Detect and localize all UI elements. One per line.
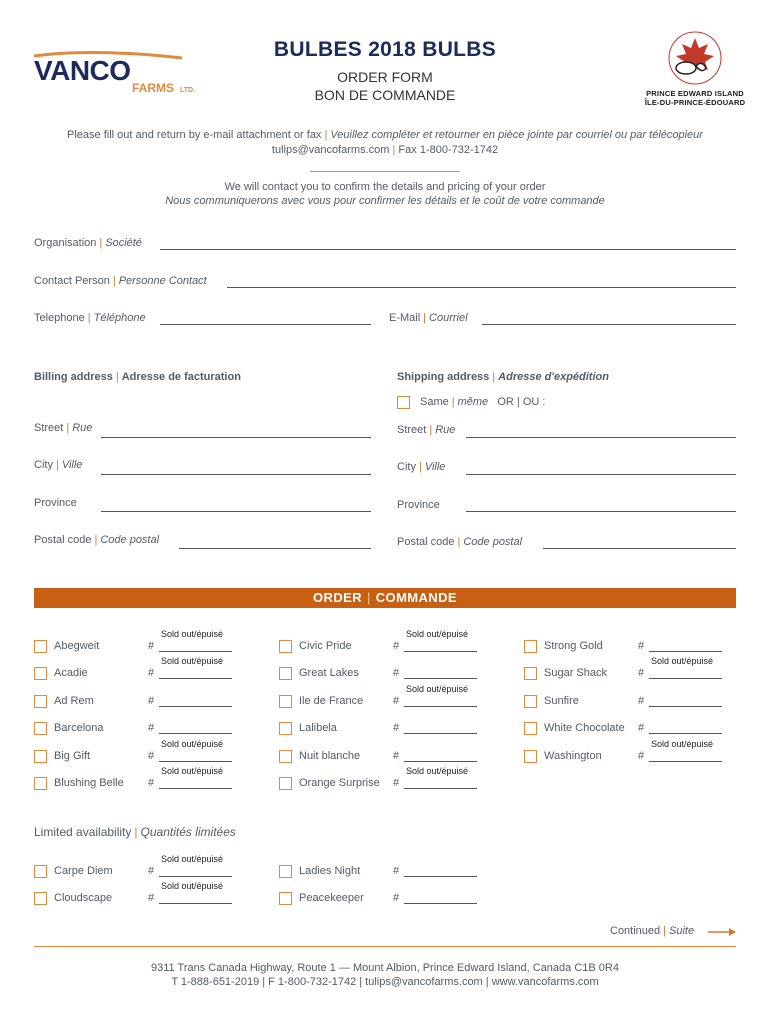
quantity-hash: # (148, 667, 155, 680)
email-link[interactable]: tulips@vancofarms.com (271, 144, 390, 156)
bulb-name: Sugar Shack (544, 667, 607, 680)
quantity-hash: # (148, 892, 155, 904)
bulb-name: Blushing Belle (54, 777, 124, 789)
quantity-hash: # (638, 667, 645, 680)
bulb-checkbox[interactable] (524, 750, 537, 763)
quantity-hash: # (148, 749, 155, 762)
bulb-checkbox[interactable] (279, 892, 292, 905)
quantity-field[interactable] (159, 706, 232, 707)
quantity-field[interactable] (159, 876, 232, 877)
bulb-checkbox[interactable] (524, 695, 537, 708)
divider (310, 171, 460, 172)
sold-out-label: Sold out/épuisé (651, 738, 714, 749)
bulb-name: Big Gift (54, 749, 91, 762)
bulb-checkbox[interactable] (279, 865, 292, 878)
bulb-name: Acadie (54, 667, 88, 680)
quantity-field[interactable] (159, 651, 232, 652)
bulb-checkbox[interactable] (279, 695, 292, 708)
telephone-label: Telephone | Téléphone (34, 312, 146, 324)
quantity-hash: # (393, 892, 400, 904)
quantity-hash: # (393, 694, 400, 707)
contact-person-label: Contact Person | Personne Contact (34, 275, 207, 287)
svg-text:LTD.: LTD. (180, 87, 196, 94)
confirm-note-en: We will contact you to confirm the details and pricing of your order (224, 181, 546, 193)
confirm-note-fr: Nous communiquerons avec vous pour confirmer les détails et le coût de votre commande (165, 195, 605, 207)
bulb-checkbox[interactable] (34, 777, 47, 790)
quantity-field[interactable] (404, 733, 477, 734)
quantity-hash: # (638, 749, 645, 762)
bulb-name: Ad Rem (54, 694, 94, 707)
grown-in-canada-seal (650, 28, 740, 88)
bulb-name: Cloudscape (54, 892, 113, 904)
bulb-checkbox[interactable] (279, 640, 292, 653)
quantity-field[interactable] (649, 733, 722, 734)
quantity-hash: # (148, 640, 155, 652)
bulb-name: Civic Pride (299, 640, 352, 652)
bulb-name: White Chocolate (544, 722, 625, 735)
billing-postal-field[interactable] (179, 548, 371, 549)
footer-address: 9311 Trans Canada Highway, Route 1 — Mount Albion, Prince Edward Island, Canada C1B 0R4 (151, 962, 619, 974)
sold-out-label: Sold out/épuisé (406, 683, 469, 694)
billing-street-label: Street | Rue (34, 422, 93, 434)
quantity-hash: # (638, 722, 645, 735)
order-banner: ORDER | COMMANDE (34, 588, 736, 608)
bulb-name: Great Lakes (299, 667, 359, 680)
subtitle-en: ORDER FORM (337, 69, 433, 85)
bulb-checkbox[interactable] (34, 722, 47, 735)
quantity-hash: # (393, 749, 400, 762)
quantity-field[interactable] (404, 678, 477, 679)
shipping-province-field[interactable] (466, 511, 736, 512)
quantity-hash: # (148, 777, 155, 789)
quantity-field[interactable] (159, 733, 232, 734)
bulb-checkbox[interactable] (34, 892, 47, 905)
sold-out-label: Sold out/épuisé (161, 738, 224, 749)
bulb-checkbox[interactable] (34, 695, 47, 708)
shipping-street-field[interactable] (466, 437, 736, 438)
billing-address-title: Billing address | Adresse de facturation (34, 371, 241, 383)
bulb-name: Ladies Night (299, 865, 361, 877)
bulb-name: Barcelona (54, 722, 104, 735)
email-label: E-Mail | Courriel (389, 312, 468, 324)
seal-caption-fr: ÎLE-DU-PRINCE-ÉDOUARD (644, 98, 746, 107)
quantity-field[interactable] (404, 761, 477, 762)
bulb-name: Sunfire (544, 694, 579, 707)
quantity-field[interactable] (649, 678, 722, 679)
bulb-checkbox[interactable] (34, 667, 47, 680)
bulb-checkbox[interactable] (524, 667, 537, 680)
quantity-field[interactable] (404, 651, 477, 652)
bulb-checkbox[interactable] (34, 640, 47, 653)
same-address-checkbox[interactable] (397, 396, 410, 409)
organisation-field[interactable] (160, 249, 736, 250)
bulb-name: Carpe Diem (54, 865, 113, 877)
quantity-field[interactable] (649, 706, 722, 707)
bulb-checkbox[interactable] (34, 750, 47, 763)
quantity-hash: # (148, 694, 155, 707)
organisation-label: Organisation | Société (34, 237, 142, 249)
quantity-field[interactable] (404, 876, 477, 877)
continued-label: Continued | Suite (610, 925, 695, 937)
bulb-checkbox[interactable] (279, 750, 292, 763)
footer-divider (34, 946, 736, 947)
quantity-field[interactable] (649, 761, 722, 762)
bulb-name: Abegweit (54, 640, 100, 652)
quantity-field[interactable] (159, 903, 232, 904)
sold-out-label: Sold out/épuisé (161, 656, 224, 667)
quantity-hash: # (393, 865, 400, 877)
billing-postal-label: Postal code | Code postal (34, 534, 160, 546)
sold-out-label: Sold out/épuisé (161, 881, 224, 891)
contact-line: tulips@vancofarms.com | Fax 1-800-732-1742 (271, 144, 499, 156)
quantity-hash: # (148, 865, 155, 877)
bulb-name: Strong Gold (544, 640, 603, 652)
same-address-label: Same | même OR | OU : (420, 396, 546, 408)
footer-contact: T 1-888-651-2019 | F 1-800-732-1742 | tulips@vancofarms.com | www.vancofarms.com (171, 976, 599, 988)
email-field[interactable] (482, 324, 736, 325)
bulb-name: Lalibela (299, 722, 337, 735)
limited-availability-title: Limited availability | Quantités limitées (34, 825, 236, 839)
quantity-hash: # (393, 640, 400, 652)
bulb-name: Nuit blanche (299, 749, 361, 762)
shipping-city-field[interactable] (466, 474, 736, 475)
quantity-field[interactable] (404, 903, 477, 904)
shipping-address-title: Shipping address | Adresse d'expédition (397, 371, 609, 383)
bulb-checkbox[interactable] (34, 865, 47, 878)
bulb-checkbox[interactable] (279, 722, 292, 735)
quantity-field[interactable] (159, 788, 232, 789)
billing-street-field[interactable] (101, 437, 371, 438)
quantity-hash: # (393, 722, 400, 735)
quantity-field[interactable] (404, 788, 477, 789)
svg-text:VANCO: VANCO (34, 55, 131, 86)
bulb-checkbox[interactable] (279, 667, 292, 680)
subtitle-fr: BON DE COMMANDE (314, 87, 456, 103)
quantity-hash: # (638, 640, 645, 652)
quantity-hash: # (393, 777, 400, 789)
shipping-postal-label: Postal code | Code postal (397, 536, 523, 548)
shipping-postal-field[interactable] (543, 548, 736, 549)
quantity-hash: # (638, 694, 645, 707)
telephone-field[interactable] (160, 324, 371, 325)
shipping-city-label: City | Ville (397, 461, 446, 473)
seal-caption-en: PRINCE EDWARD ISLAND (646, 89, 744, 98)
quantity-field[interactable] (159, 761, 232, 762)
bulb-name: Washington (544, 749, 602, 762)
bulb-checkbox[interactable] (524, 640, 537, 653)
quantity-field[interactable] (404, 706, 477, 707)
bulb-checkbox[interactable] (524, 722, 537, 735)
billing-province-field[interactable] (101, 511, 371, 512)
sold-out-label: Sold out/épuisé (161, 854, 224, 864)
quantity-hash: # (148, 722, 155, 735)
shipping-street-label: Street | Rue (397, 424, 456, 436)
instructions-line: Please fill out and return by e-mail attachment or fax | Veuillez compléter et retourner en pièce jointe par courriel ou par télécopieur (67, 129, 703, 141)
billing-city-label: City | Ville (34, 459, 83, 471)
shipping-province-label: Province (397, 499, 440, 511)
quantity-hash: # (393, 667, 400, 680)
sold-out-label: Sold out/épuisé (406, 629, 469, 639)
bulb-name: Orange Surprise (299, 777, 380, 789)
billing-province-label: Province (34, 497, 77, 509)
contact-person-field[interactable] (227, 287, 736, 288)
sold-out-label: Sold out/épuisé (406, 766, 469, 776)
billing-city-field[interactable] (101, 474, 371, 475)
page-title: BULBES 2018 BULBS (273, 38, 497, 61)
bulb-checkbox[interactable] (279, 777, 292, 790)
quantity-field[interactable] (159, 678, 232, 679)
sold-out-label: Sold out/épuisé (161, 766, 224, 776)
sold-out-label: Sold out/épuisé (161, 629, 224, 639)
quantity-field[interactable] (649, 651, 722, 652)
bulb-name: Peacekeeper (299, 892, 364, 904)
bulb-name: Ile de France (299, 694, 364, 707)
arrow-right-icon (708, 927, 738, 937)
sold-out-label: Sold out/épuisé (651, 656, 714, 667)
svg-text:FARMS: FARMS (132, 81, 174, 95)
